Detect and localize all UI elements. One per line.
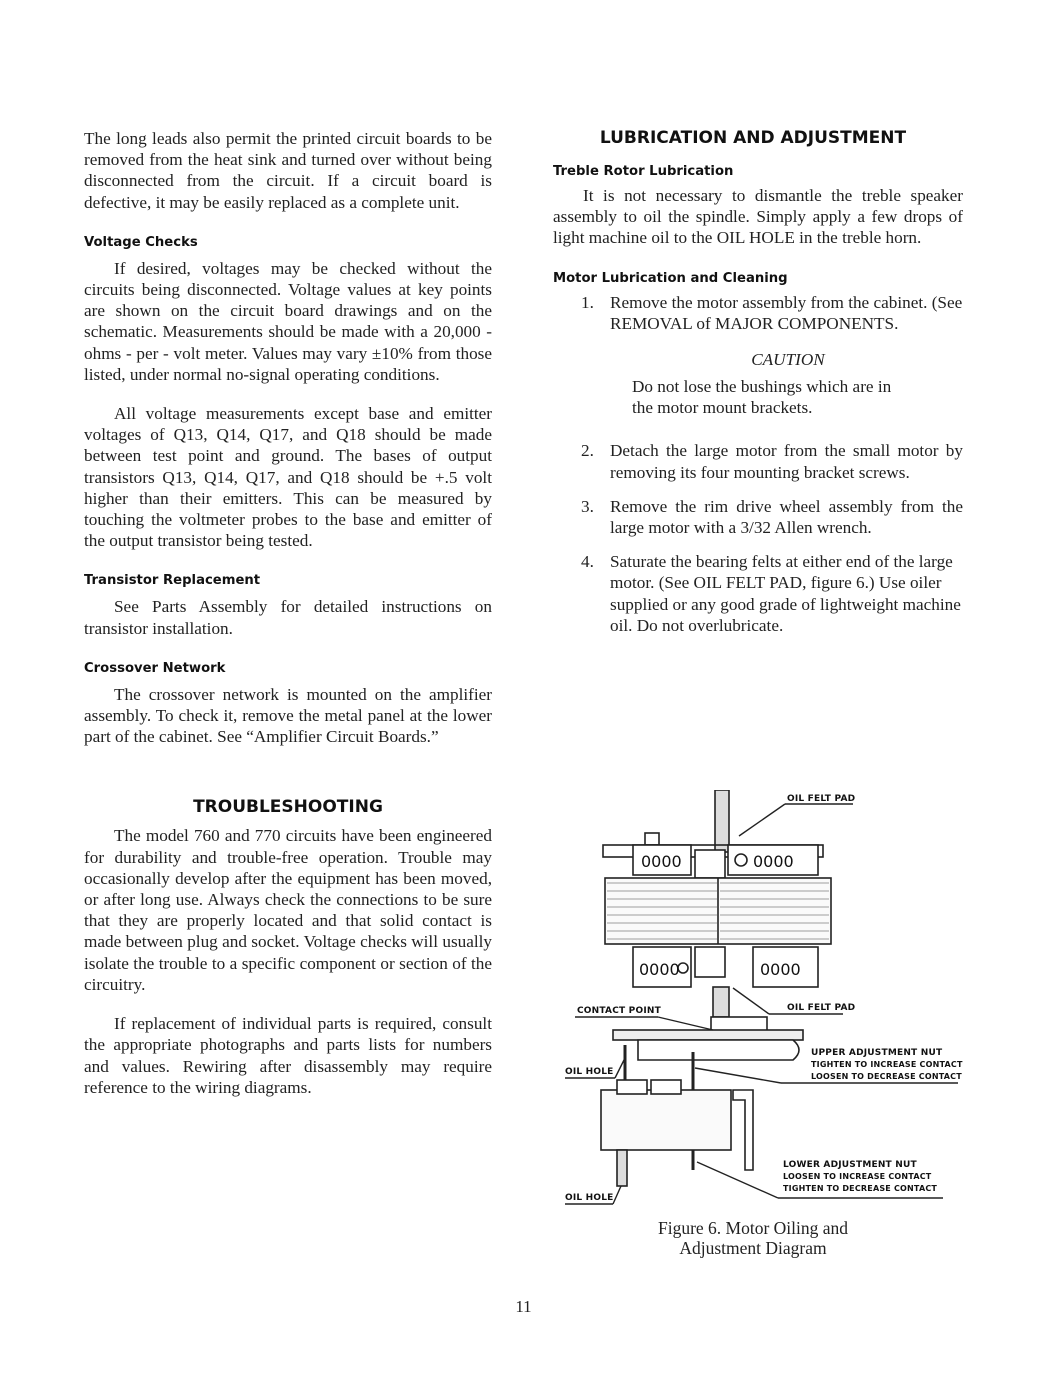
lower-shaft: [713, 987, 729, 1017]
callout-lower-nut-line-3: TIGHTEN TO DECREASE CONTACT: [783, 1184, 938, 1193]
page-number: 11: [515, 1297, 532, 1316]
motor-lubrication-heading: Motor Lubrication and Cleaning: [553, 270, 788, 286]
coil-label: 0000: [639, 960, 680, 979]
list-item: [553, 440, 963, 482]
step-text: Saturate the bearing felts at either end of the large motor. (See OIL FELT PAD, figure 6.) Use oiler supplied or any good grade of lightweight machine oil. Do not overlubricate.: [610, 552, 961, 635]
motor-oiling-diagram: [553, 790, 973, 1210]
coil-label: 0000: [760, 960, 801, 979]
voltage-checks-heading: Voltage Checks: [84, 234, 198, 250]
figure-caption-line-2: Adjustment Diagram: [679, 1238, 827, 1258]
motor-steps-list-continued: [553, 440, 963, 636]
troubleshooting-paragraph-2: If replacement of individual parts is required, consult the appropriate photographs and parts lists for numbers and values. Rewiring after disassembly may require reference to the wiring diagrams.: [84, 1014, 492, 1097]
callout-contact-point: CONTACT POINT: [577, 1006, 661, 1016]
callout-upper-nut-line-1: UPPER ADJUSTMENT NUT: [811, 1048, 943, 1058]
callout-lower-nut-line-2: LOOSEN TO INCREASE CONTACT: [783, 1172, 932, 1181]
callout-upper-nut-line-3: LOOSEN TO DECREASE CONTACT: [811, 1072, 962, 1081]
step-text: Remove the rim drive wheel assembly from the large motor with a 3/32 Allen wrench.: [610, 496, 963, 538]
caution-text: Do not lose the bushings which are in the motor mount brackets.: [632, 377, 892, 418]
step-number: 4.: [581, 552, 594, 572]
troubleshooting-paragraph-1: The model 760 and 770 circuits have been engineered for durability and trouble-free operation. Trouble may occasionally develop after the equipment has been moved, or after long use. Always check the connections to be sure that they are properly located and that solid contact is made between plug and socket. Voltage checks will usually isolate the trouble to a specific component or section of the circuitry.: [84, 826, 492, 994]
callout-oil-hole-2: OIL HOLE: [565, 1193, 614, 1203]
list-item: [553, 292, 963, 334]
right-column: [553, 128, 963, 636]
voltage-checks-paragraph-2: All voltage measurements except base and emitter voltages of Q13, Q14, Q17, and Q18 should be made between test point and ground. The bases of output transistors Q13, Q14, Q17, and Q18 should be +.5 volt higher than their emitters. This can be measured by touching the voltmeter probes to the base and emitter of the output transistor being tested.: [84, 404, 492, 551]
small-motor-coil-left: [617, 1080, 647, 1094]
figure-caption: [553, 1218, 953, 1258]
transistor-replacement-heading: Transistor Replacement: [84, 573, 261, 589]
list-item: [553, 496, 963, 538]
drive-plate: [613, 1030, 803, 1040]
top-shaft: [715, 790, 729, 852]
coil-label: 0000: [753, 852, 794, 871]
small-motor-coil-right: [651, 1080, 681, 1094]
callout-oil-felt-bottom: OIL FELT PAD: [787, 1003, 856, 1013]
figure-caption-line-1: Figure 6. Motor Oiling and: [657, 1218, 849, 1238]
callout-oil-hole-1: OIL HOLE: [565, 1067, 614, 1077]
step-number: 2.: [581, 441, 594, 461]
side-bracket: [733, 1090, 753, 1170]
callout-upper-nut-line-2: TIGHTEN TO INCREASE CONTACT: [811, 1060, 963, 1069]
crossover-network-paragraph: The crossover network is mounted on the amplifier assembly. To check it, remove the metal panel at the lower part of the cabinet. See “Amplifier Circuit Boards.”: [84, 684, 492, 747]
coil-box-bottom-center: [695, 947, 725, 977]
coil-box-top-center: [695, 850, 725, 878]
pivot-arm: [638, 1040, 799, 1060]
callout-oil-felt-top: OIL FELT PAD: [787, 794, 856, 804]
callout-lower-nut-line-1: LOWER ADJUSTMENT NUT: [783, 1160, 917, 1170]
small-motor-shaft: [617, 1150, 627, 1186]
left-column: [84, 128, 492, 1098]
treble-rotor-heading: Treble Rotor Lubrication: [553, 164, 734, 179]
step-number: 3.: [581, 496, 594, 516]
troubleshooting-heading: TROUBLESHOOTING: [193, 797, 383, 818]
transistor-replacement-paragraph: See Parts Assembly for detailed instructions on transistor installation.: [84, 597, 492, 638]
coil-label: 0000: [641, 852, 682, 871]
intro-paragraph: The long leads also permit the printed circuit boards to be removed from the heat sink and turned over without being disconnected from the circuit. If a circuit board is defective, it may be easily replaced as a complete unit.: [84, 129, 492, 212]
step-text: Remove the motor assembly from the cabinet. (See REMOVAL of MAJOR COMPONENTS.: [610, 292, 963, 333]
bracket-tab: [645, 833, 659, 845]
treble-rotor-paragraph: It is not necessary to dismantle the treble speaker assembly to oil the spindle. Simply apply a few drops of light machine oil to the OIL HOLE in the treble horn.: [553, 186, 963, 248]
crossover-network-heading: Crossover Network: [84, 660, 226, 676]
small-motor: [601, 1090, 731, 1150]
step-text: Detach the large motor from the small motor by removing its four mounting bracket screws.: [610, 441, 963, 482]
voltage-checks-paragraph-1: If desired, voltages may be checked without the circuits being disconnected. Voltage values at key points are shown on the circuit board drawings and on the schematic. Measurements should be made with a 20,000 - ohms - per - volt meter. Values may vary ±10% from those listed, under normal no-signal operating conditions.: [84, 258, 492, 384]
list-item: [553, 551, 963, 636]
motor-steps-list: [553, 292, 963, 334]
caution-title: CAUTION: [751, 350, 825, 370]
lubrication-heading: LUBRICATION AND ADJUSTMENT: [599, 128, 907, 148]
step-number: 1.: [581, 292, 594, 312]
